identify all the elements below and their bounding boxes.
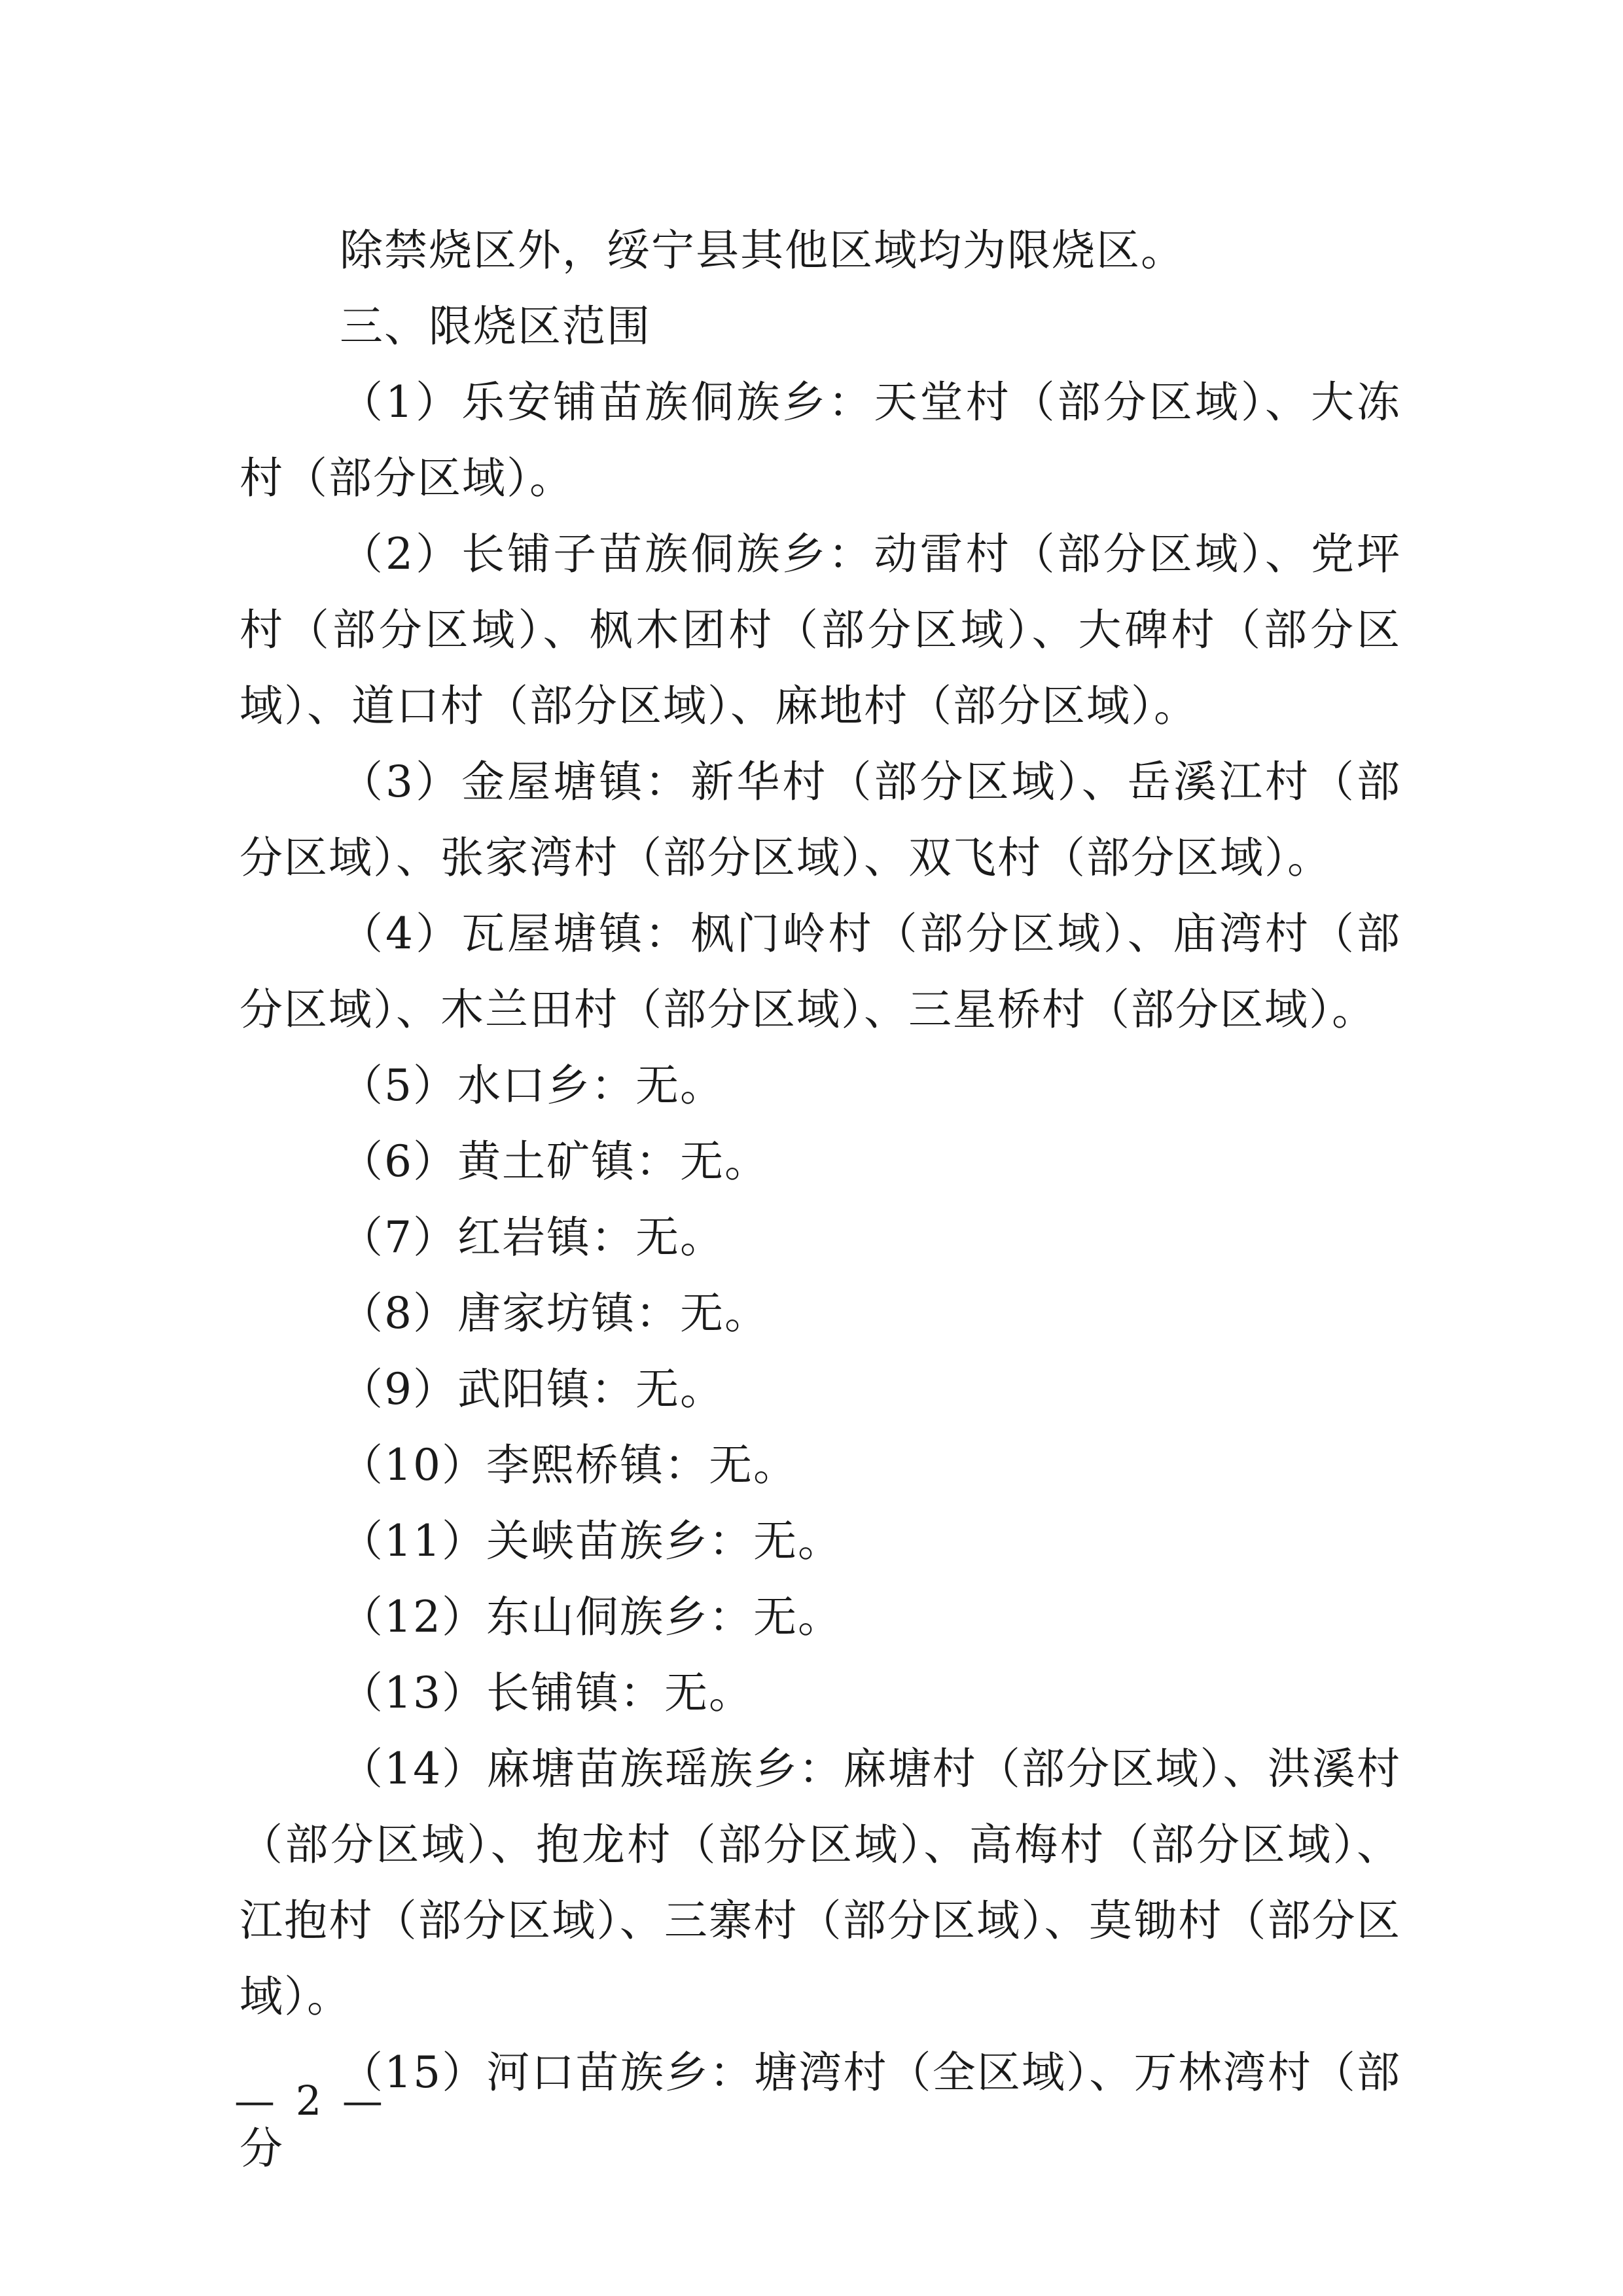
list-item: （11）关峡苗族乡：无。 (340, 1516, 842, 1566)
list-item: （12）东山侗族乡：无。 (340, 1592, 842, 1642)
list-item: （5）水口乡：无。 (340, 1060, 724, 1111)
list-item: （1）乐安铺苗族侗族乡：天堂村（部分区域）、大冻村（部分区域）。 (240, 377, 1401, 503)
list-item: （15）河口苗族乡：塘湾村（全区域）、万林湾村（部分 (240, 2047, 1401, 2174)
body-text (240, 213, 1401, 2187)
list-item: （2）长铺子苗族侗族乡：动雷村（部分区域）、党坪村（部分区域）、枫木团村（部分区域）、大碑村（部分区域）、道口村（部分区域）、麻地村（部分区域）。 (240, 529, 1401, 731)
list-item: （4）瓦屋塘镇：枫门岭村（部分区域）、庙湾村（部分区域）、木兰田村（部分区域）、三星桥村（部分区域）。 (240, 908, 1401, 1035)
list-item: （13）长铺镇：无。 (340, 1668, 753, 1718)
list-item: （7）红岩镇：无。 (340, 1212, 724, 1263)
list-item: （9）武阳镇：无。 (340, 1364, 724, 1414)
page-number: — 2 — (234, 2077, 387, 2125)
list-item: （10）李熙桥镇：无。 (340, 1440, 798, 1490)
list-item: （14）麻塘苗族瑶族乡：麻塘村（部分区域）、洪溪村（部分区域）、抱龙村（部分区域）、高梅村（部分区域）、江抱村（部分区域）、三寨村（部分区域）、莫锄村（部分区域）。 (240, 1744, 1401, 2022)
intro-paragraph: 除禁烧区外，绥宁县其他区域均为限烧区。 (340, 225, 1185, 276)
list-item: （3）金屋塘镇：新华村（部分区域）、岳溪江村（部分区域）、张家湾村（部分区域）、双飞村（部分区域）。 (240, 757, 1401, 883)
list-item: （6）黄土矿镇：无。 (340, 1136, 769, 1187)
list-item: （8）唐家坊镇：无。 (340, 1288, 769, 1338)
section-heading: 三、限烧区范围 (340, 301, 651, 351)
